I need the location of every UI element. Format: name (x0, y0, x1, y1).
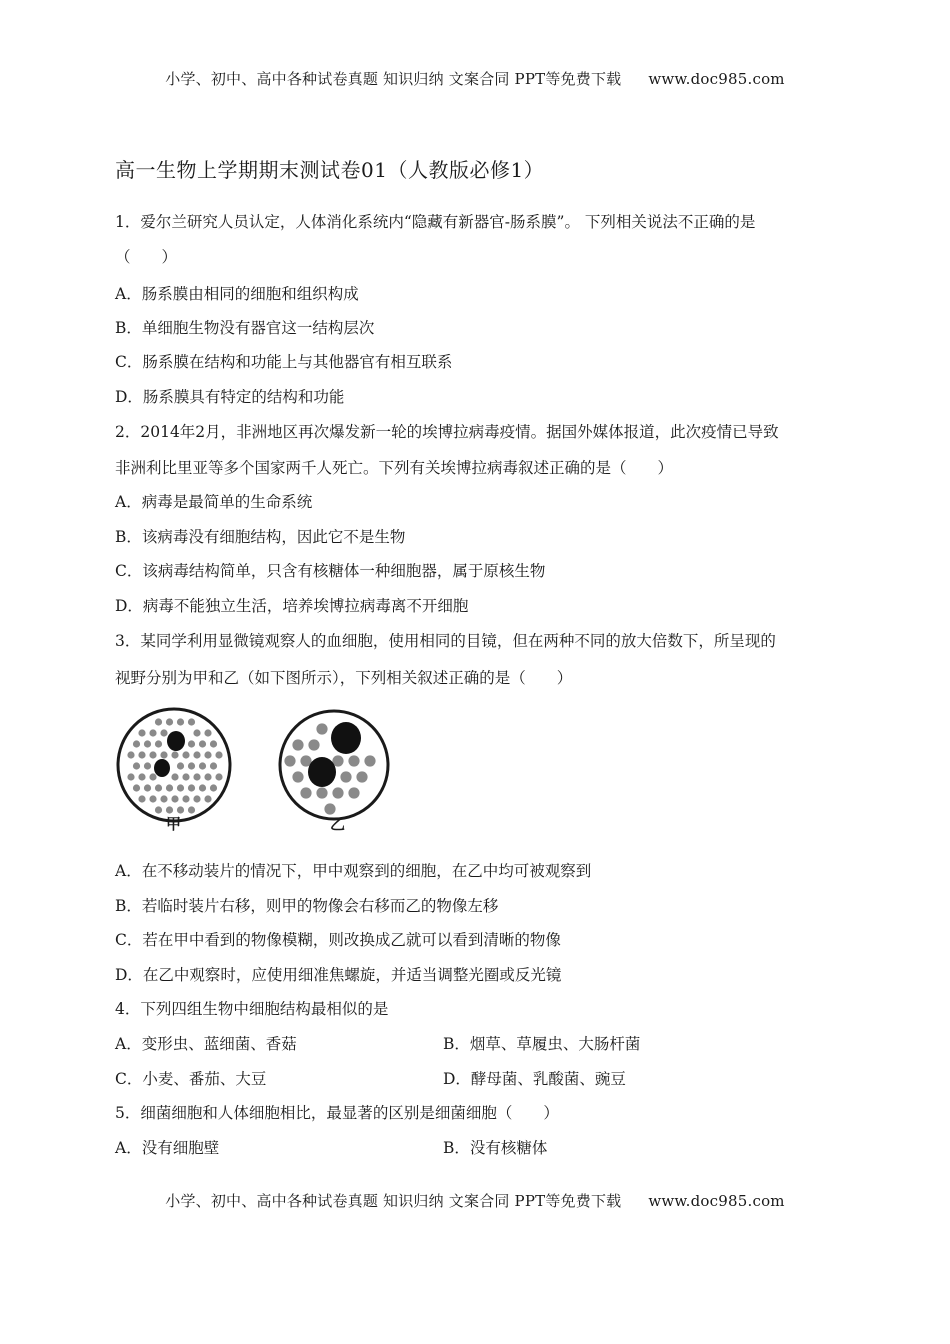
red-blood-cell (188, 740, 195, 747)
red-blood-cell (149, 729, 156, 736)
red-blood-cell (144, 784, 151, 791)
red-blood-cell (348, 755, 359, 766)
red-blood-cell (292, 771, 303, 782)
red-blood-cell (204, 729, 211, 736)
q2-option-b: B．该病毒没有细胞结构，因此它不是生物 (115, 528, 406, 546)
red-blood-cell (182, 795, 189, 802)
white-blood-cell (167, 731, 185, 751)
q1-stem: 1．爱尔兰研究人员认定，人体消化系统内“隐藏有新器官-肠系膜”。 下列相关说法不正确的是 (115, 213, 756, 231)
header-text: 小学、初中、高中各种试卷真题 知识归纳 文案合同 PPT等免费下载 (165, 70, 622, 88)
red-blood-cell (316, 787, 327, 798)
footer-url[interactable]: www.doc985.com (648, 1192, 785, 1210)
footer-text: 小学、初中、高中各种试卷真题 知识归纳 文案合同 PPT等免费下载 (165, 1192, 622, 1210)
red-blood-cell (166, 784, 173, 791)
header-url[interactable]: www.doc985.com (648, 70, 785, 88)
red-blood-cell (171, 751, 178, 758)
red-blood-cell (204, 773, 211, 780)
q5-option-a: A．没有细胞壁 (115, 1139, 220, 1157)
figure-label-yi: 乙 (330, 815, 346, 833)
red-blood-cell (155, 806, 162, 813)
q3-stem-line2: 视野分别为甲和乙（如下图所示），下列相关叙述正确的是（ ） (115, 669, 573, 687)
q3-option-a: A．在不移动装片的情况下，甲中观察到的细胞，在乙中均可被观察到 (115, 862, 592, 880)
red-blood-cell (171, 773, 178, 780)
q1-option-d: D．肠系膜具有特定的结构和功能 (115, 388, 345, 406)
red-blood-cell (210, 762, 217, 769)
white-blood-cell (308, 757, 336, 787)
red-blood-cell (133, 784, 140, 791)
red-blood-cell (177, 718, 184, 725)
red-blood-cell (292, 739, 303, 750)
red-blood-cell (210, 740, 217, 747)
red-blood-cell (144, 762, 151, 769)
q4-option-d: D．酵母菌、乳酸菌、豌豆 (443, 1070, 626, 1088)
exam-title: 高一生物上学期期末测试卷01（人教版必修1） (115, 158, 545, 182)
field-jia (118, 709, 230, 821)
red-blood-cell (155, 718, 162, 725)
red-blood-cell (340, 771, 351, 782)
red-blood-cell (300, 787, 311, 798)
red-blood-cell (160, 795, 167, 802)
page-footer (0, 1190, 950, 1211)
red-blood-cell (149, 751, 156, 758)
q1-option-a: A．肠系膜由相同的细胞和组织构成 (115, 285, 359, 303)
red-blood-cell (284, 755, 295, 766)
q2-option-d: D．病毒不能独立生活，培养埃博拉病毒离不开细胞 (115, 597, 469, 615)
q5-option-b: B．没有核糖体 (443, 1139, 548, 1157)
red-blood-cell (155, 784, 162, 791)
q4-option-c: C．小麦、番茄、大豆 (115, 1070, 267, 1088)
page-header (0, 68, 950, 89)
red-blood-cell (199, 740, 206, 747)
red-blood-cell (138, 795, 145, 802)
red-blood-cell (138, 751, 145, 758)
red-blood-cell (193, 773, 200, 780)
red-blood-cell (199, 784, 206, 791)
red-blood-cell (215, 751, 222, 758)
red-blood-cell (193, 795, 200, 802)
figure-label-jia: 甲 (166, 815, 182, 833)
red-blood-cell (171, 795, 178, 802)
red-blood-cell (166, 718, 173, 725)
red-blood-cell (215, 773, 222, 780)
red-blood-cell (316, 723, 327, 734)
red-blood-cell (204, 751, 211, 758)
q1-option-c: C．肠系膜在结构和功能上与其他器官有相互联系 (115, 353, 453, 371)
red-blood-cell (177, 762, 184, 769)
red-blood-cell (149, 795, 156, 802)
q1-option-b: B．单细胞生物没有器官这一结构层次 (115, 319, 375, 337)
red-blood-cell (177, 784, 184, 791)
q3-option-b: B．若临时装片右移，则甲的物像会右移而乙的物像左移 (115, 897, 499, 915)
red-blood-cell (127, 751, 134, 758)
q3-stem-line1: 3．某同学利用显微镜观察人的血细胞，使用相同的目镜，但在两种不同的放大倍数下，所呈现的 (115, 632, 776, 650)
red-blood-cell (188, 806, 195, 813)
red-blood-cell (199, 762, 206, 769)
q2-option-a: A．病毒是最简单的生命系统 (115, 493, 313, 511)
red-blood-cell (364, 755, 375, 766)
microscope-fields-figure (112, 700, 412, 840)
q5-stem: 5．细菌细胞和人体细胞相比，最显著的区别是细菌细胞（ ） (115, 1104, 559, 1122)
q4-option-a: A．变形虫、蓝细菌、香菇 (115, 1035, 297, 1053)
red-blood-cell (332, 787, 343, 798)
red-blood-cell (182, 751, 189, 758)
red-blood-cell (356, 771, 367, 782)
red-blood-cell (188, 784, 195, 791)
red-blood-cell (193, 729, 200, 736)
white-blood-cell (154, 759, 170, 777)
red-blood-cell (348, 787, 359, 798)
red-blood-cell (308, 739, 319, 750)
red-blood-cell (149, 773, 156, 780)
red-blood-cell (210, 784, 217, 791)
red-blood-cell (138, 773, 145, 780)
q2-stem-line2: 非洲利比里亚等多个国家两千人死亡。下列有关埃博拉病毒叙述正确的是（ ） (115, 459, 674, 477)
red-blood-cell (160, 729, 167, 736)
red-blood-cell (133, 762, 140, 769)
red-blood-cell (160, 751, 167, 758)
q4-stem: 4．下列四组生物中细胞结构最相似的是 (115, 1000, 389, 1018)
q4-option-b: B．烟草、草履虫、大肠杆菌 (443, 1035, 641, 1053)
q1-paren: （ ） (115, 248, 178, 266)
red-blood-cell (127, 773, 134, 780)
q2-stem-line1: 2．2014年2月，非洲地区再次爆发新一轮的埃博拉病毒疫情。据国外媒体报道，此次疫情已导致 (115, 423, 779, 441)
red-blood-cell (193, 751, 200, 758)
red-blood-cell (188, 718, 195, 725)
field-yi (280, 711, 388, 819)
q2-option-c: C．该病毒结构简单，只含有核糖体一种细胞器，属于原核生物 (115, 562, 546, 580)
q3-option-c: C．若在甲中看到的物像模糊，则改换成乙就可以看到清晰的物像 (115, 931, 561, 949)
red-blood-cell (182, 773, 189, 780)
red-blood-cell (188, 762, 195, 769)
red-blood-cell (155, 740, 162, 747)
red-blood-cell (144, 740, 151, 747)
white-blood-cell (331, 722, 361, 754)
red-blood-cell (133, 740, 140, 747)
red-blood-cell (138, 729, 145, 736)
red-blood-cell (204, 795, 211, 802)
q3-option-d: D．在乙中观察时，应使用细准焦螺旋，并适当调整光圈或反光镜 (115, 966, 562, 984)
